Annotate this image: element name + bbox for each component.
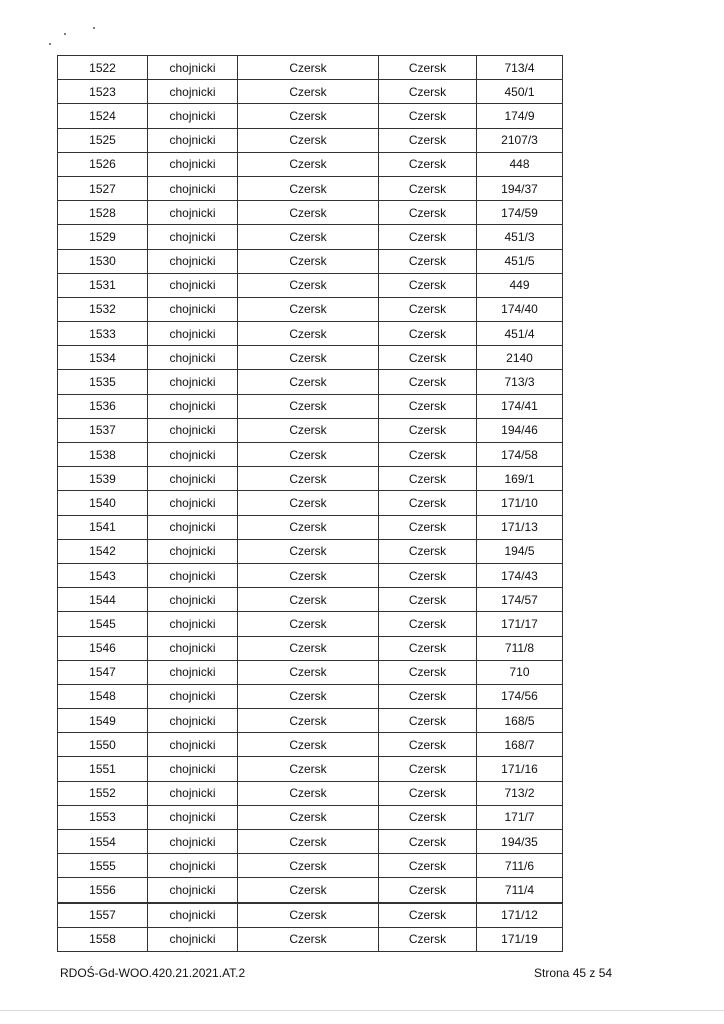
county-cell: chojnicki [148, 588, 238, 612]
table-row [58, 539, 563, 563]
table-row [58, 249, 563, 273]
parcel-number-cell: 713/2 [477, 781, 563, 805]
row-number-cell: 1528 [58, 201, 148, 225]
row-number-cell: 1545 [58, 612, 148, 636]
parcel-number-cell: 451/5 [477, 249, 563, 273]
commune-cell: Czersk [238, 757, 379, 781]
table-row [58, 903, 563, 928]
precinct-cell: Czersk [379, 733, 477, 757]
precinct-cell: Czersk [379, 346, 477, 370]
county-cell: chojnicki [148, 491, 238, 515]
precinct-cell: Czersk [379, 104, 477, 128]
row-number-cell: 1550 [58, 733, 148, 757]
commune-cell: Czersk [238, 588, 379, 612]
row-number-cell: 1523 [58, 80, 148, 104]
parcel-number-cell: 713/3 [477, 370, 563, 394]
parcel-number-cell: 171/12 [477, 903, 563, 928]
scan-speck [49, 43, 51, 45]
parcel-number-cell: 174/56 [477, 684, 563, 708]
parcel-number-cell: 171/19 [477, 927, 563, 951]
table-row [58, 56, 563, 80]
table-row [58, 225, 563, 249]
county-cell: chojnicki [148, 418, 238, 442]
row-number-cell: 1556 [58, 878, 148, 903]
precinct-cell: Czersk [379, 297, 477, 321]
row-number-cell: 1544 [58, 588, 148, 612]
table-row [58, 346, 563, 370]
table-row [58, 830, 563, 854]
parcel-number-cell: 171/13 [477, 515, 563, 539]
commune-cell: Czersk [238, 709, 379, 733]
table-row [58, 322, 563, 346]
parcel-number-cell: 169/1 [477, 467, 563, 491]
county-cell: chojnicki [148, 443, 238, 467]
row-number-cell: 1529 [58, 225, 148, 249]
commune-cell: Czersk [238, 346, 379, 370]
parcel-number-cell: 171/16 [477, 757, 563, 781]
precinct-cell: Czersk [379, 757, 477, 781]
county-cell: chojnicki [148, 152, 238, 176]
parcel-number-cell: 449 [477, 273, 563, 297]
county-cell: chojnicki [148, 709, 238, 733]
precinct-cell: Czersk [379, 854, 477, 878]
county-cell: chojnicki [148, 805, 238, 829]
county-cell: chojnicki [148, 903, 238, 928]
county-cell: chojnicki [148, 733, 238, 757]
table-row [58, 128, 563, 152]
document-reference: RDOŚ-Gd-WOO.420.21.2021.AT.2 [60, 966, 246, 980]
commune-cell: Czersk [238, 515, 379, 539]
commune-cell: Czersk [238, 612, 379, 636]
precinct-cell: Czersk [379, 563, 477, 587]
row-number-cell: 1543 [58, 563, 148, 587]
scan-speck [93, 27, 95, 29]
parcel-number-cell: 710 [477, 660, 563, 684]
table-row [58, 612, 563, 636]
county-cell: chojnicki [148, 515, 238, 539]
parcel-table-body [58, 56, 563, 952]
precinct-cell: Czersk [379, 176, 477, 200]
parcel-number-cell: 171/7 [477, 805, 563, 829]
parcel-number-cell: 451/4 [477, 322, 563, 346]
commune-cell: Czersk [238, 878, 379, 903]
table-row [58, 757, 563, 781]
precinct-cell: Czersk [379, 830, 477, 854]
commune-cell: Czersk [238, 927, 379, 951]
commune-cell: Czersk [238, 370, 379, 394]
row-number-cell: 1551 [58, 757, 148, 781]
table-row [58, 443, 563, 467]
table-row [58, 636, 563, 660]
county-cell: chojnicki [148, 322, 238, 346]
row-number-cell: 1539 [58, 467, 148, 491]
county-cell: chojnicki [148, 684, 238, 708]
commune-cell: Czersk [238, 56, 379, 80]
table-row [58, 297, 563, 321]
precinct-cell: Czersk [379, 225, 477, 249]
row-number-cell: 1530 [58, 249, 148, 273]
parcel-number-cell: 174/41 [477, 394, 563, 418]
scan-speck [64, 33, 66, 35]
commune-cell: Czersk [238, 733, 379, 757]
commune-cell: Czersk [238, 201, 379, 225]
county-cell: chojnicki [148, 781, 238, 805]
parcel-number-cell: 174/9 [477, 104, 563, 128]
precinct-cell: Czersk [379, 467, 477, 491]
table-row [58, 515, 563, 539]
row-number-cell: 1534 [58, 346, 148, 370]
row-number-cell: 1522 [58, 56, 148, 80]
commune-cell: Czersk [238, 273, 379, 297]
parcel-number-cell: 174/58 [477, 443, 563, 467]
commune-cell: Czersk [238, 225, 379, 249]
county-cell: chojnicki [148, 854, 238, 878]
row-number-cell: 1536 [58, 394, 148, 418]
parcel-number-cell: 451/3 [477, 225, 563, 249]
table-row [58, 273, 563, 297]
table-row [58, 878, 563, 903]
table-row [58, 805, 563, 829]
county-cell: chojnicki [148, 830, 238, 854]
row-number-cell: 1557 [58, 903, 148, 928]
commune-cell: Czersk [238, 249, 379, 273]
table-row [58, 491, 563, 515]
row-number-cell: 1524 [58, 104, 148, 128]
county-cell: chojnicki [148, 297, 238, 321]
parcel-number-cell: 448 [477, 152, 563, 176]
table-row [58, 588, 563, 612]
commune-cell: Czersk [238, 467, 379, 491]
parcel-number-cell: 711/8 [477, 636, 563, 660]
county-cell: chojnicki [148, 563, 238, 587]
table-row [58, 781, 563, 805]
parcel-number-cell: 174/59 [477, 201, 563, 225]
parcel-number-cell: 2140 [477, 346, 563, 370]
precinct-cell: Czersk [379, 927, 477, 951]
parcel-number-cell: 711/4 [477, 878, 563, 903]
parcel-number-cell: 2107/3 [477, 128, 563, 152]
commune-cell: Czersk [238, 781, 379, 805]
parcel-number-cell: 168/7 [477, 733, 563, 757]
precinct-cell: Czersk [379, 588, 477, 612]
precinct-cell: Czersk [379, 249, 477, 273]
parcel-number-cell: 450/1 [477, 80, 563, 104]
table-row [58, 684, 563, 708]
county-cell: chojnicki [148, 273, 238, 297]
table-row [58, 563, 563, 587]
row-number-cell: 1527 [58, 176, 148, 200]
table-row [58, 80, 563, 104]
county-cell: chojnicki [148, 201, 238, 225]
parcel-number-cell: 194/37 [477, 176, 563, 200]
precinct-cell: Czersk [379, 709, 477, 733]
commune-cell: Czersk [238, 394, 379, 418]
commune-cell: Czersk [238, 854, 379, 878]
commune-cell: Czersk [238, 491, 379, 515]
precinct-cell: Czersk [379, 56, 477, 80]
county-cell: chojnicki [148, 80, 238, 104]
parcel-number-cell: 194/5 [477, 539, 563, 563]
parcel-number-cell: 711/6 [477, 854, 563, 878]
table-row [58, 104, 563, 128]
precinct-cell: Czersk [379, 322, 477, 346]
row-number-cell: 1533 [58, 322, 148, 346]
row-number-cell: 1531 [58, 273, 148, 297]
precinct-cell: Czersk [379, 418, 477, 442]
table-row [58, 660, 563, 684]
table-row [58, 176, 563, 200]
row-number-cell: 1542 [58, 539, 148, 563]
parcel-table [57, 55, 563, 952]
row-number-cell: 1553 [58, 805, 148, 829]
row-number-cell: 1558 [58, 927, 148, 951]
commune-cell: Czersk [238, 176, 379, 200]
page-number: Strona 45 z 54 [534, 966, 613, 980]
county-cell: chojnicki [148, 128, 238, 152]
table-row [58, 370, 563, 394]
row-number-cell: 1554 [58, 830, 148, 854]
precinct-cell: Czersk [379, 394, 477, 418]
commune-cell: Czersk [238, 684, 379, 708]
table-row [58, 733, 563, 757]
county-cell: chojnicki [148, 467, 238, 491]
county-cell: chojnicki [148, 56, 238, 80]
commune-cell: Czersk [238, 563, 379, 587]
row-number-cell: 1537 [58, 418, 148, 442]
county-cell: chojnicki [148, 370, 238, 394]
precinct-cell: Czersk [379, 612, 477, 636]
table-row [58, 467, 563, 491]
precinct-cell: Czersk [379, 805, 477, 829]
parcel-number-cell: 174/40 [477, 297, 563, 321]
table-row [58, 394, 563, 418]
commune-cell: Czersk [238, 636, 379, 660]
commune-cell: Czersk [238, 297, 379, 321]
table-row [58, 709, 563, 733]
precinct-cell: Czersk [379, 128, 477, 152]
precinct-cell: Czersk [379, 443, 477, 467]
parcel-number-cell: 713/4 [477, 56, 563, 80]
county-cell: chojnicki [148, 225, 238, 249]
table-row [58, 418, 563, 442]
county-cell: chojnicki [148, 927, 238, 951]
parcel-number-cell: 171/17 [477, 612, 563, 636]
parcel-number-cell: 194/35 [477, 830, 563, 854]
commune-cell: Czersk [238, 322, 379, 346]
precinct-cell: Czersk [379, 878, 477, 903]
county-cell: chojnicki [148, 346, 238, 370]
commune-cell: Czersk [238, 903, 379, 928]
parcel-number-cell: 168/5 [477, 709, 563, 733]
county-cell: chojnicki [148, 660, 238, 684]
county-cell: chojnicki [148, 878, 238, 903]
county-cell: chojnicki [148, 249, 238, 273]
row-number-cell: 1538 [58, 443, 148, 467]
precinct-cell: Czersk [379, 539, 477, 563]
commune-cell: Czersk [238, 539, 379, 563]
commune-cell: Czersk [238, 152, 379, 176]
row-number-cell: 1540 [58, 491, 148, 515]
commune-cell: Czersk [238, 80, 379, 104]
page-edge-line [0, 1010, 724, 1011]
county-cell: chojnicki [148, 636, 238, 660]
parcel-number-cell: 194/46 [477, 418, 563, 442]
precinct-cell: Czersk [379, 903, 477, 928]
commune-cell: Czersk [238, 660, 379, 684]
parcel-number-cell: 171/10 [477, 491, 563, 515]
precinct-cell: Czersk [379, 370, 477, 394]
county-cell: chojnicki [148, 176, 238, 200]
commune-cell: Czersk [238, 104, 379, 128]
row-number-cell: 1526 [58, 152, 148, 176]
precinct-cell: Czersk [379, 684, 477, 708]
commune-cell: Czersk [238, 128, 379, 152]
row-number-cell: 1547 [58, 660, 148, 684]
row-number-cell: 1549 [58, 709, 148, 733]
table-row [58, 201, 563, 225]
county-cell: chojnicki [148, 539, 238, 563]
parcel-number-cell: 174/57 [477, 588, 563, 612]
precinct-cell: Czersk [379, 491, 477, 515]
county-cell: chojnicki [148, 757, 238, 781]
row-number-cell: 1548 [58, 684, 148, 708]
county-cell: chojnicki [148, 394, 238, 418]
commune-cell: Czersk [238, 418, 379, 442]
precinct-cell: Czersk [379, 273, 477, 297]
row-number-cell: 1532 [58, 297, 148, 321]
table-row [58, 927, 563, 951]
commune-cell: Czersk [238, 805, 379, 829]
row-number-cell: 1555 [58, 854, 148, 878]
precinct-cell: Czersk [379, 152, 477, 176]
commune-cell: Czersk [238, 830, 379, 854]
row-number-cell: 1541 [58, 515, 148, 539]
precinct-cell: Czersk [379, 80, 477, 104]
row-number-cell: 1525 [58, 128, 148, 152]
parcel-number-cell: 174/43 [477, 563, 563, 587]
precinct-cell: Czersk [379, 660, 477, 684]
precinct-cell: Czersk [379, 781, 477, 805]
county-cell: chojnicki [148, 104, 238, 128]
row-number-cell: 1535 [58, 370, 148, 394]
row-number-cell: 1546 [58, 636, 148, 660]
commune-cell: Czersk [238, 443, 379, 467]
table-row [58, 854, 563, 878]
row-number-cell: 1552 [58, 781, 148, 805]
county-cell: chojnicki [148, 612, 238, 636]
table-row [58, 152, 563, 176]
precinct-cell: Czersk [379, 636, 477, 660]
precinct-cell: Czersk [379, 201, 477, 225]
precinct-cell: Czersk [379, 515, 477, 539]
